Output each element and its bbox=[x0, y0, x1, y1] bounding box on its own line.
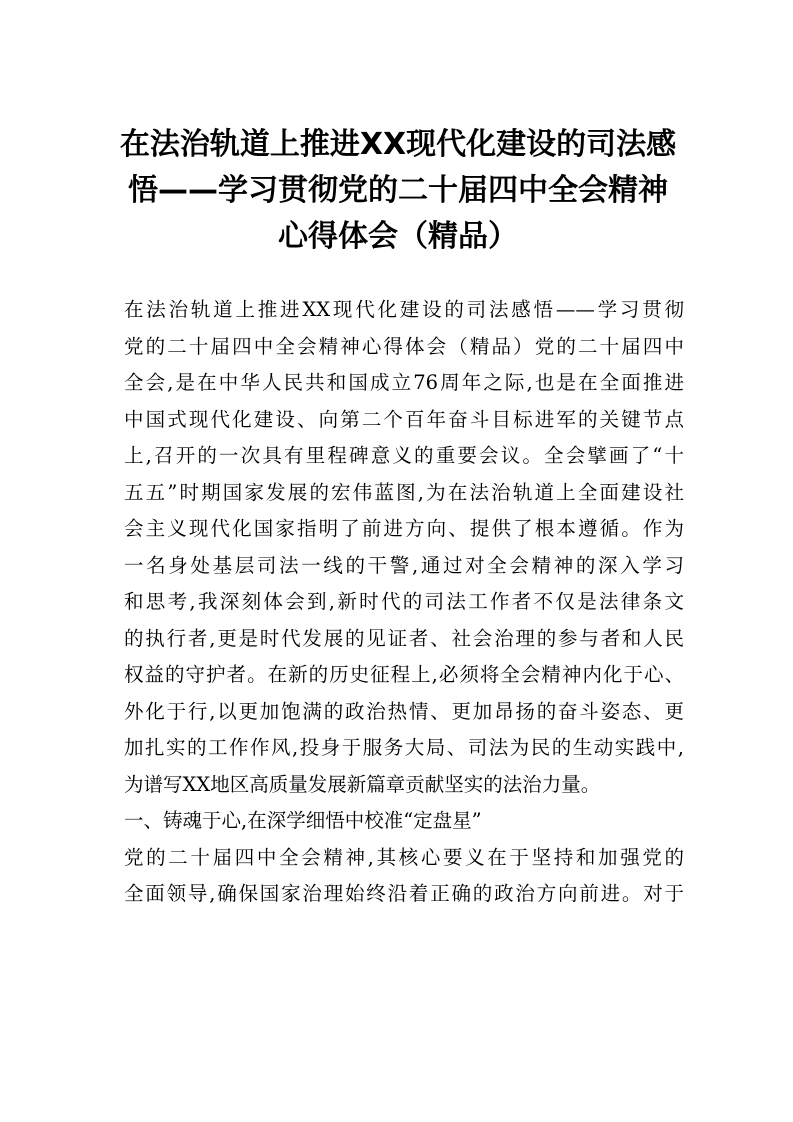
paragraph-section-1 bbox=[124, 840, 684, 913]
title-line: 悟——学习贯彻党的二十届四中全会精神 bbox=[128, 173, 668, 208]
text-line: 五五”时期国家发展的宏伟蓝图,为在法治轨道上全面建设社 bbox=[124, 480, 684, 504]
text-line: 中国式现代化建设、向第二个百年奋斗目标进军的关键节点 bbox=[124, 407, 684, 431]
text-line: 全面领导,确保国家治理始终沿着正确的政治方向前进。对于 bbox=[124, 882, 684, 905]
text-line: 一名身处基层司法一线的干警,通过对全会精神的深入学习 bbox=[124, 553, 684, 577]
text-line: 和思考,我深刻体会到,新时代的司法工作者不仅是法律条文 bbox=[124, 590, 684, 613]
title-line: 在法治轨道上推进XX现代化建设的司法感 bbox=[119, 127, 677, 162]
section-heading: 一、铸魂于心,在深学细悟中校准“定盘星” bbox=[124, 809, 482, 832]
text-line: 全会,是在中华人民共和国成立76周年之际,也是在全面推进 bbox=[124, 371, 684, 394]
text-line: 为谱写XX地区高质量发展新篇章贡献坚实的法治力量。 bbox=[124, 772, 601, 796]
document-title bbox=[118, 122, 678, 260]
text-line: 的执行者,更是时代发展的见证者、社会治理的参与者和人民 bbox=[124, 626, 684, 650]
text-line: 党的二十届四中全会精神,其核心要义在于坚持和加强党的 bbox=[124, 845, 684, 869]
text-line: 加扎实的工作作风,投身于服务大局、司法为民的生动实践中, bbox=[124, 736, 684, 759]
text-line: 会主义现代化国家指明了前进方向、提供了根本遵循。作为 bbox=[124, 517, 684, 540]
text-line: 在法治轨道上推进XX现代化建设的司法感悟——学习贯彻 bbox=[124, 298, 684, 321]
text-line: 权益的守护者。在新的历史征程上,必须将全会精神内化于心、 bbox=[124, 663, 684, 686]
title-line: 心得体会（精品） bbox=[278, 219, 518, 254]
text-line: 外化于行,以更加饱满的政治热情、更加昂扬的奋斗姿态、更 bbox=[124, 699, 684, 723]
document-body bbox=[124, 292, 684, 913]
text-line: 上,召开的一次具有里程碑意义的重要会议。全会擘画了“十 bbox=[124, 444, 684, 467]
text-line: 党的二十届四中全会精神心得体会（精品）党的二十届四中 bbox=[124, 334, 684, 358]
paragraph-intro bbox=[124, 292, 684, 803]
